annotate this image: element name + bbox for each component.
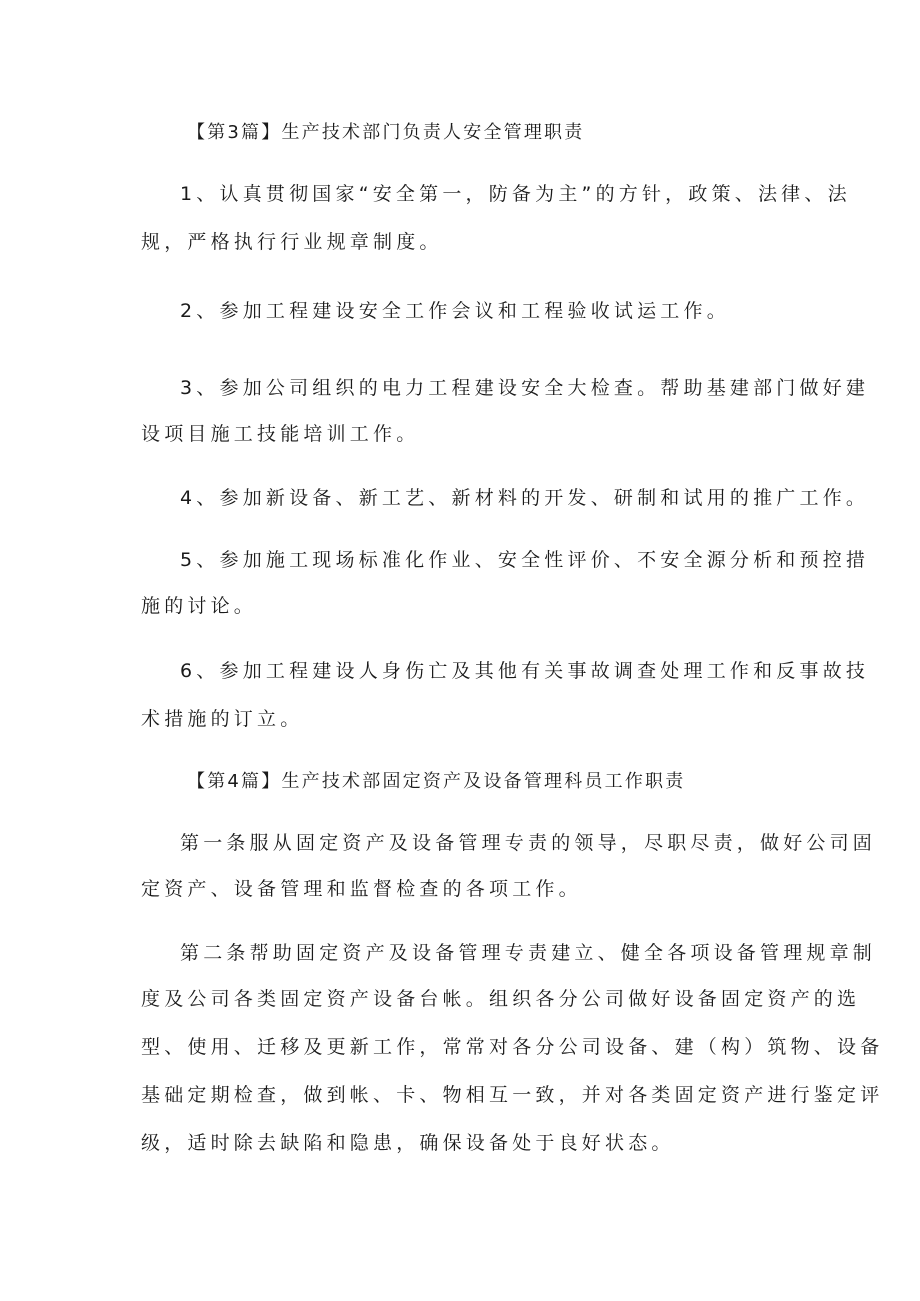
section-3-item-1-line-2: 规，严格执行行业规章制度。: [141, 231, 443, 253]
section-4-article-2-line-4: 基础定期检查，做到帐、卡、物相互一致，并对各类固定资产进行鉴定评: [141, 1084, 884, 1106]
section-3-item-2-line-1: 2、参加工程建设安全工作会议和工程验收试运工作。: [180, 300, 730, 322]
section-3-item-5-line-1: 5、参加施工现场标准化作业、安全性评价、不安全源分析和预控措: [180, 549, 870, 571]
section-3-item-1-line-1: 1、认真贯彻国家“安全第一，防备为主”的方针，政策、法律、法: [180, 183, 851, 205]
section-4-article-1-line-1: 第一条服从固定资产及设备管理专责的领导，尽职尽责，做好公司固: [180, 832, 877, 854]
section-3-item-3-line-1: 3、参加公司组织的电力工程建设安全大检查。帮助基建部门做好建: [180, 377, 870, 399]
section-4-article-2-line-5: 级，适时除去缺陷和隐患，确保设备处于良好状态。: [141, 1132, 675, 1154]
section-3-item-6-line-2: 术措施的订立。: [141, 708, 304, 730]
section-4-title: 【第4篇】生产技术部固定资产及设备管理科员工作职责: [187, 771, 686, 792]
section-4-article-2-line-2: 度及公司各类固定资产设备台帐。组织各分公司做好设备固定资产的选: [141, 988, 861, 1010]
section-3-item-5-line-2: 施的讨论。: [141, 595, 258, 617]
section-4-article-2-line-1: 第二条帮助固定资产及设备管理专责建立、健全各项设备管理规章制: [180, 942, 877, 964]
section-3-item-3-line-2: 设项目施工技能培训工作。: [141, 423, 420, 445]
section-3-title: 【第3篇】生产技术部门负责人安全管理职责: [187, 122, 585, 143]
section-4-article-2-line-3: 型、使用、迁移及更新工作，常常对各分公司设备、建（构）筑物、设备: [141, 1036, 884, 1058]
section-4-article-1-line-2: 定资产、设备管理和监督检查的各项工作。: [141, 878, 582, 900]
section-3-item-4-line-1: 4、参加新设备、新工艺、新材料的开发、研制和试用的推广工作。: [180, 487, 870, 509]
section-3-item-6-line-1: 6、参加工程建设人身伤亡及其他有关事故调查处理工作和反事故技: [180, 660, 870, 682]
